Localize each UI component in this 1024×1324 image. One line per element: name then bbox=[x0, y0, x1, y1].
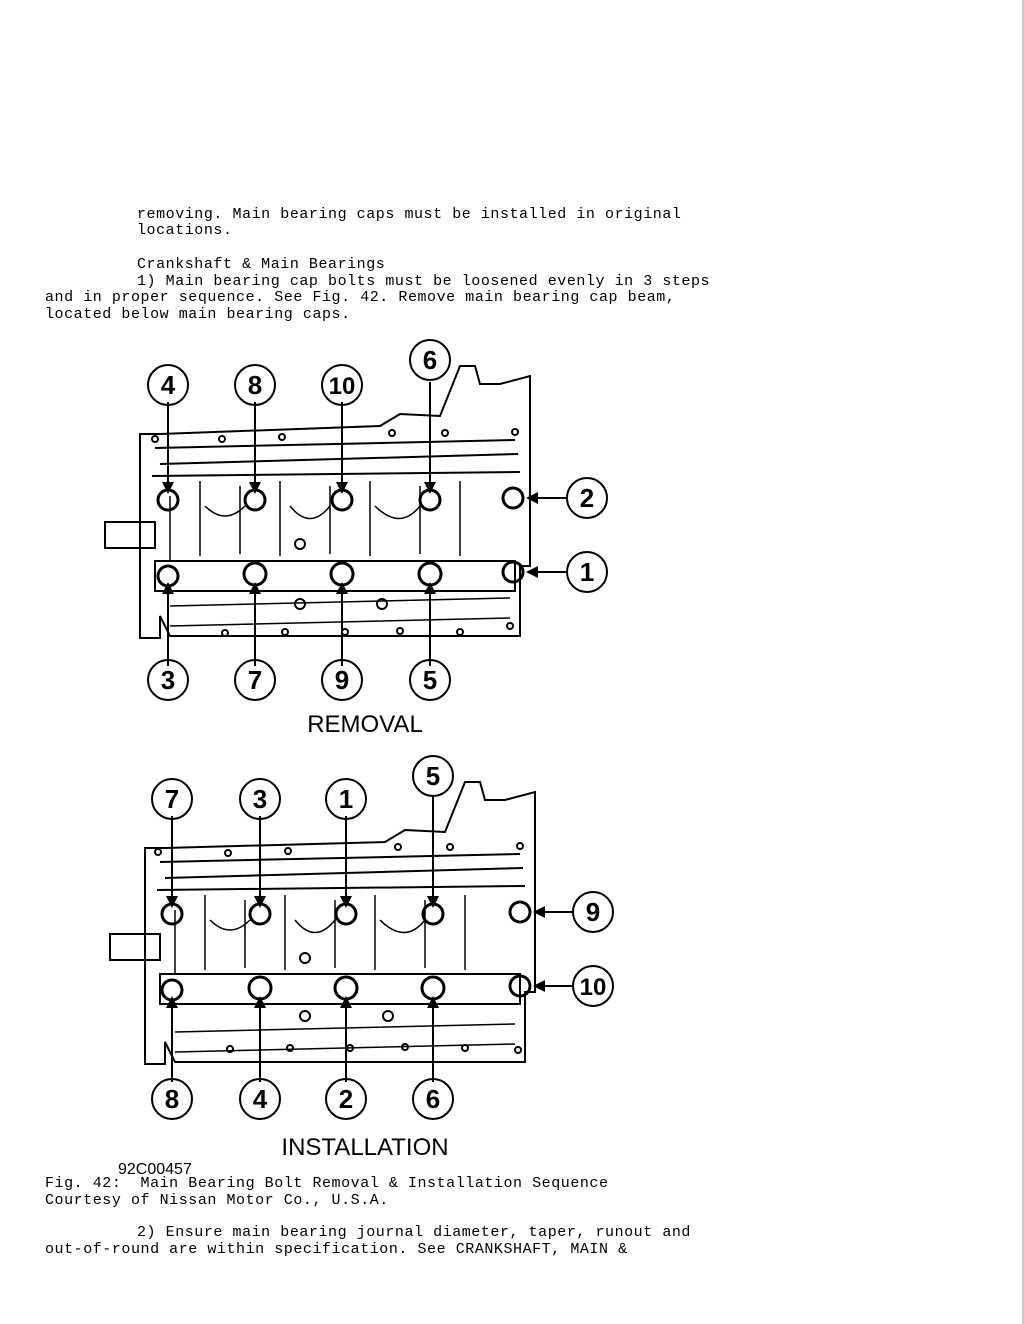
section-title: Crankshaft & Main Bearings bbox=[137, 256, 386, 273]
figure-code: 92C00457 bbox=[118, 1161, 192, 1178]
installation-callout-top-3: 1 bbox=[338, 784, 354, 814]
removal-callout-top-2: 8 bbox=[247, 370, 263, 400]
step1-line1: 1) Main bearing cap bolts must be loosened evenly in 3 steps bbox=[137, 273, 711, 290]
removal-label: REMOVAL bbox=[307, 711, 423, 738]
installation-callout-right-upper: 9 bbox=[585, 897, 601, 927]
para1-line2: locations. bbox=[137, 222, 233, 239]
removal-callout-top-3: 10 bbox=[328, 373, 356, 400]
removal-callout-top-4: 6 bbox=[422, 345, 438, 375]
courtesy-line: Courtesy of Nissan Motor Co., U.S.A. bbox=[45, 1192, 389, 1209]
step1-line3: located below main bearing caps. bbox=[45, 306, 351, 323]
removal-callout-bottom-2: 7 bbox=[247, 665, 263, 695]
removal-callout-right-lower: 1 bbox=[579, 557, 595, 587]
step1-line2: and in proper sequence. See Fig. 42. Remove main bearing cap beam, bbox=[45, 289, 676, 306]
installation-diagram bbox=[100, 752, 640, 1180]
para1-line1: removing. Main bearing caps must be installed in original bbox=[137, 206, 682, 223]
installation-callout-bottom-4: 6 bbox=[425, 1084, 441, 1114]
installation-callout-bottom-2: 4 bbox=[252, 1084, 268, 1114]
figure-caption: Fig. 42: Main Bearing Bolt Removal & Installation Sequence bbox=[45, 1175, 609, 1192]
installation-callout-top-4: 5 bbox=[425, 761, 441, 791]
removal-callout-bottom-3: 9 bbox=[334, 665, 350, 695]
step2-line2: out-of-round are within specification. See CRANKSHAFT, MAIN & bbox=[45, 1241, 628, 1258]
installation-callout-bottom-3: 2 bbox=[338, 1084, 354, 1114]
removal-callout-bottom-4: 5 bbox=[422, 665, 438, 695]
removal-callout-bottom-1: 3 bbox=[160, 665, 176, 695]
removal-callout-top-1: 4 bbox=[160, 370, 176, 400]
installation-callout-right-lower: 10 bbox=[579, 974, 607, 1001]
installation-callout-bottom-1: 8 bbox=[164, 1084, 180, 1114]
installation-callout-top-1: 7 bbox=[164, 784, 180, 814]
step2-line1: 2) Ensure main bearing journal diameter, taper, runout and bbox=[137, 1224, 691, 1241]
removal-diagram bbox=[100, 336, 640, 741]
removal-callout-right-upper: 2 bbox=[579, 483, 595, 513]
installation-label: INSTALLATION bbox=[281, 1134, 449, 1161]
installation-callout-top-2: 3 bbox=[252, 784, 268, 814]
